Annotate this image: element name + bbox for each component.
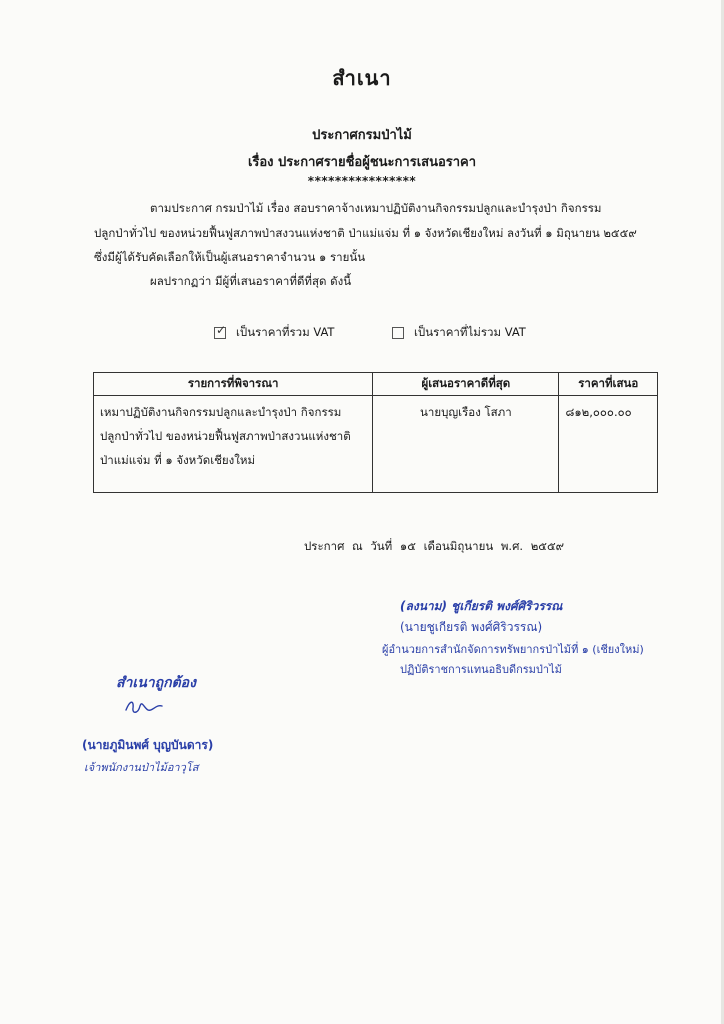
- vat-included-option: [214, 324, 334, 342]
- announcement-date: ประกาศ ณ วันที่ ๑๕ เดือนมิถุนายน พ.ศ. ๒๕๕๙: [304, 539, 565, 553]
- signer-acting-for: ปฏิบัติราชการแทนอธิบดีกรมป่าไม้: [400, 663, 562, 676]
- body-line-1: ตามประกาศ กรมป่าไม้ เรื่อง สอบราคาจ้างเหมาปฏิบัติงานกิจกรรมปลูกและบำรุงป่า กิจกรรม: [150, 201, 602, 215]
- copy-heading: สำเนา: [332, 66, 392, 90]
- bidder-cell: นายบุญเรือง โสภา: [373, 396, 559, 493]
- table-row: [94, 396, 658, 493]
- signer-name: (นายชูเกียรติ พงศ์ศิริวรรณ): [400, 620, 543, 634]
- announcement-title: ประกาศกรมป่าไม้: [312, 128, 412, 143]
- certified-copy-label: สำเนาถูกต้อง: [116, 675, 196, 691]
- header-bidder: ผู้เสนอราคาดีที่สุด: [373, 373, 559, 396]
- separator-stars: ****************: [307, 174, 417, 188]
- table-header-row: [94, 373, 658, 396]
- handwritten-signature: [124, 696, 164, 718]
- item-line: ปลูกป่าทั่วไป ของหน่วยฟื้นฟูสภาพป่าสงวนแห่งชาติ: [100, 429, 351, 443]
- vat-excluded-label: เป็นราคาที่ไม่รวม VAT: [414, 325, 526, 339]
- vat-included-label: เป็นราคาที่รวม VAT: [236, 325, 335, 339]
- header-price: ราคาที่เสนอ: [559, 373, 658, 396]
- check-icon: ✓: [216, 323, 227, 337]
- body-line-4: ผลปรากฏว่า มีผู้ที่เสนอราคาที่ดีที่สุด ดังนี้: [150, 274, 352, 288]
- price-cell: ๘๑๒,๐๐๐.๐๐: [559, 396, 658, 493]
- signer-position: ผู้อำนวยการสำนักจัดการทรัพยากรป่าไม้ที่ ๑ (เชียงใหม่): [382, 643, 644, 656]
- announcement-subject: เรื่อง ประกาศรายชื่อผู้ชนะการเสนอราคา: [247, 155, 477, 170]
- vat-excluded-checkbox: [392, 327, 404, 339]
- item-line: ป่าแม่แจ่ม ที่ ๑ จังหวัดเชียงใหม่: [100, 453, 256, 467]
- body-line-2: ปลูกป่าทั่วไป ของหน่วยฟื้นฟูสภาพป่าสงวนแห่งชาติ ป่าแม่แจ่ม ที่ ๑ จังหวัดเชียงใหม่ ลงวันที่ ๑ มิถุนายน ๒๕๕๙: [94, 226, 637, 240]
- certifier-name: (นายภูมินพศ์ บุญบันดาร): [82, 738, 214, 752]
- vat-included-checkbox: [214, 323, 227, 339]
- result-table: [93, 372, 658, 493]
- item-cell: [94, 396, 373, 493]
- certifier-position: เจ้าพนักงานป่าไม้อาวุโส: [84, 761, 199, 774]
- body-line-3: ซึ่งมีผู้ได้รับคัดเลือกให้เป็นผู้เสนอราคาจำนวน ๑ รายนั้น: [94, 250, 366, 264]
- vat-excluded-option: [392, 324, 526, 342]
- item-line: เหมาปฏิบัติงานกิจกรรมปลูกและบำรุงป่า กิจกรรม: [100, 405, 342, 419]
- header-item: รายการที่พิจารณา: [94, 373, 373, 396]
- signed-line: (ลงนาม) ชูเกียรติ พงศ์ศิริวรรณ: [400, 599, 563, 613]
